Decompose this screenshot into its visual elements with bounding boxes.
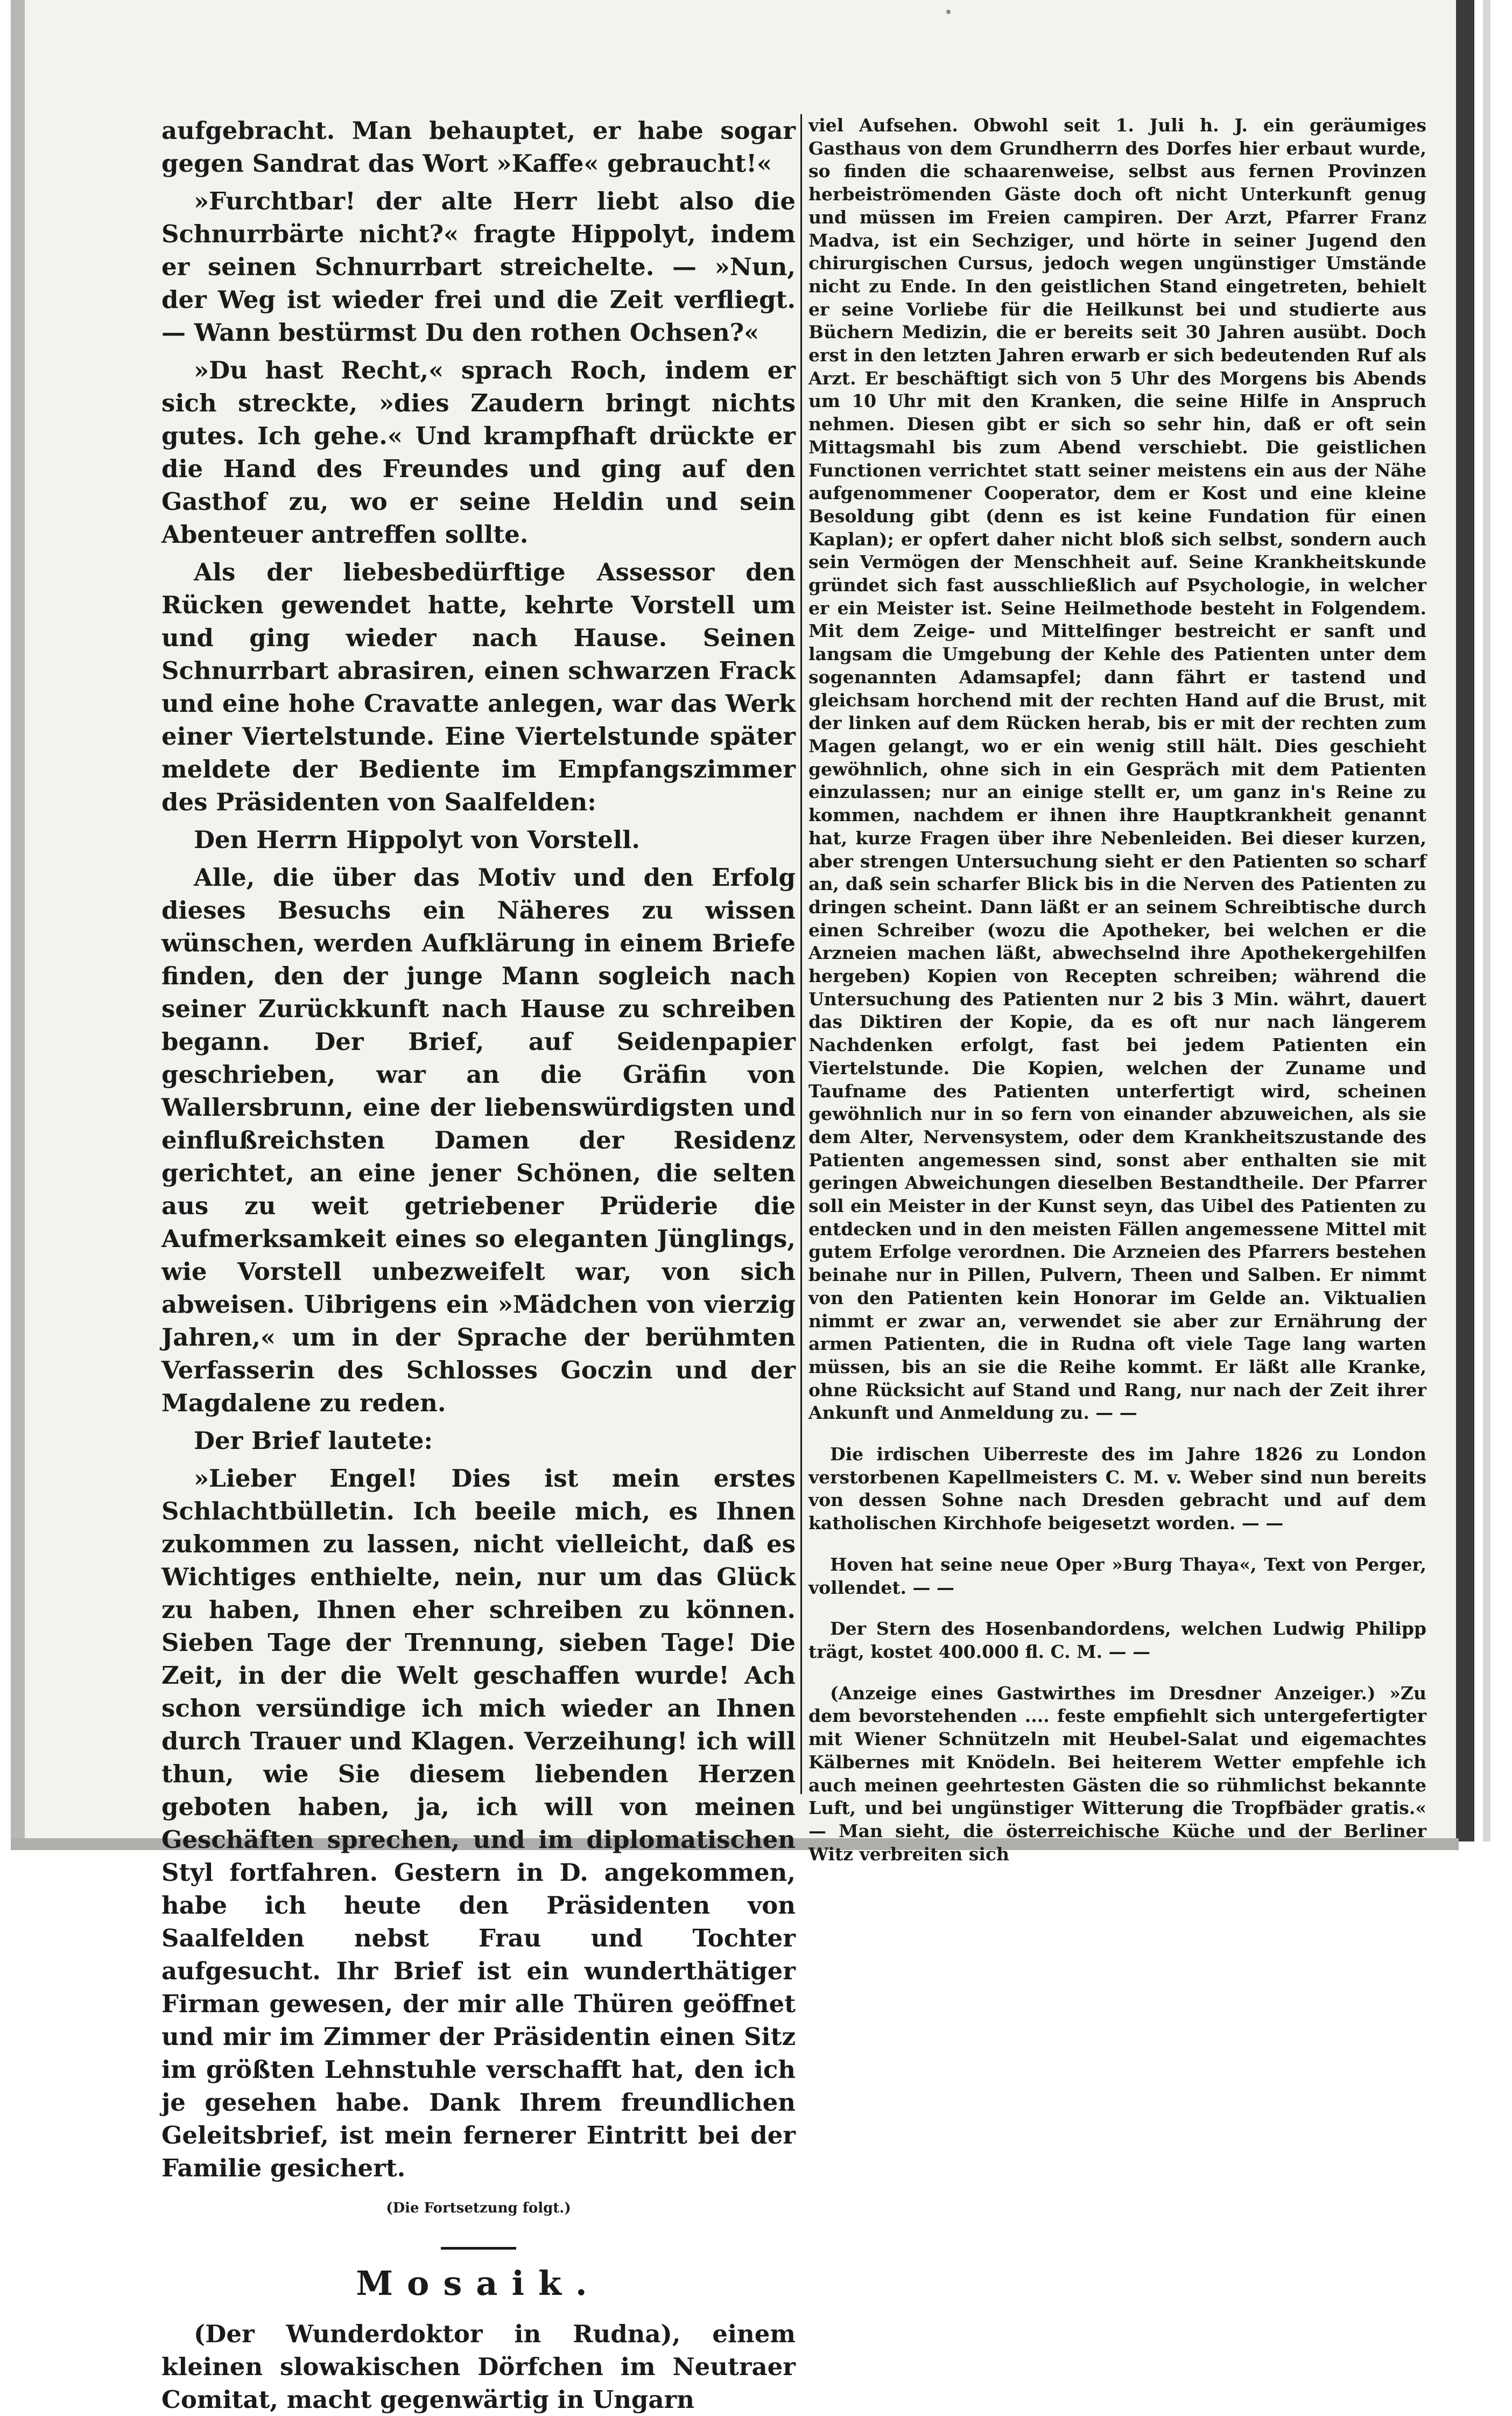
ink-speck [946,10,951,14]
paragraph: Alle, die über das Motiv und den Erfolg dieses Besuchs ein Näheres zu wissen wünschen, werden Aufklärung in einem Briefe finden, den der junge Mann sogleich nach seiner Zurückkunft nach Hause zu schreiben begann. Der Brief, auf Seidenpapier geschrieben, war an die Gräfin von Wallersbrunn, eine der liebenswürdigsten und einflußreichsten Damen der Residenz gerichtet, an eine jener Schönen, die selten aus zu weit getriebener Prüderie die Aufmerksamkeit eines so eleganten Jünglings, wie Vorstell unbezweifelt war, von sich abweisen. Uibrigens ein »Mädchen von vierzig Jahren,« um in der Sprache der berühmten Verfasserin des Schlosses Goczin und der Magdalene zu reden. [161,863,796,1417]
page-edge-left [11,0,25,1841]
paragraph: (Der Wunderdoktor in Rudna), einem kleinen slowakischen Dörfchen im Neutraer Comitat, macht gegenwärtig in Ungarn [161,2320,796,2414]
paragraph: (Anzeige eines Gastwirthes im Dresdner Anzeiger.) »Zu dem bevorstehenden .... feste empfiehlt sich untergefertigter mit Wiener Schnützeln mit Heubel-Salat und eigemachtes Kälbernes mit Knödeln. Bei heiterem Wetter empfehle ich auch meinen geehrtesten Gästen die so rühmlichst bekannte Luft, und bei ungünstiger Witterung die Tropfbäder gratis.« — Man sieht, die österreichische Küche und der Berliner Witz verbreiten sich [808,1682,1426,1865]
section-title: Mosaik. [356,2264,601,2303]
column-divider [800,114,802,1794]
page-edge-right [1483,0,1490,1841]
right-column [808,114,1426,1866]
continuation-note: (Die Fortsetzung folgt.) [386,2200,571,2216]
paragraph: Der Brief lautete: [194,1426,433,1455]
paragraph: Hoven hat seine neue Oper »Burg Thaya«, Text von Perger, vollendet. — — [808,1553,1426,1598]
paragraph: Der Stern des Hosenbandordens, welchen Ludwig Philipp trägt, kostet 400.000 fl. C. M. — — [808,1618,1426,1662]
paragraph: viel Aufsehen. Obwohl seit 1. Juli h. J. ein geräumiges Gasthaus von dem Grundherrn des Dorfes hier erbaut wurde, so finden die schaarenweise, selbst aus fernen Provinzen herbeiströmenden Gäste doch oft nicht Unterkunft genug und müssen im Freien campiren. Der Arzt, Pfarrer Franz Madva, ist ein Sechziger, und hörte in seiner Jugend den chirurgischen Cursus, jedoch wegen ungünstiger Umstände nicht zu Ende. In den geistlichen Stand eingetreten, behielt er seine Vorliebe für die Heilkunst bei und studierte aus Büchern Medizin, die er bereits seit 30 Jahren ausübt. Doch erst in den letzten Jahren erwarb er sich bedeutenden Ruf als Arzt. Er beschäftigt sich von 5 Uhr des Morgens bis Abends um 10 Uhr mit den Kranken, die seine Hilfe in Anspruch nehmen. Diesen gibt er sich so sehr hin, daß er oft sein Mittagsmahl bis zum Abend verschiebt. Die geistlichen Functionen verrichtet statt seiner meistens ein aus der Nähe aufgenommener Cooperator, dem er Kost und eine kleine Besoldung gibt (denn es ist keine Fundation für einen Kaplan); er opfert daher nicht bloß sich selbst, sondern auch sein Vermögen der Menschheit auf. Seine Krankheitskunde gründet sich fast ausschließlich auf Psychologie, in welcher er ein Meister ist. Seine Heilmethode besteht in Folgendem. Mit dem Zeige- und Mittelfinger bestreicht er sanft und langsam die Umgebung der Kehle des Patienten unter dem sogenannten Adamsapfel; dann fährt er tastend und gleichsam horchend mit der rechten Hand auf die Brust, mit der linken auf dem Rücken herab, bis er mit der rechten zum Magen gelangt, wo er ein wenig still hält. Dies geschieht gewöhnlich, ohne sich in ein Gespräch mit dem Patienten einzulassen; nur an einige stellt er, um ganz in's Reine zu kommen, nachdem er ihnen ihre Hauptkrankheit genannt hat, kurze Fragen über ihre Nebenleiden. Bei dieser kurzen, aber strengen Untersuchung sieht er den Patienten so scharf an, daß sein scharfer Blick bis in die Nerven des Patienten zu dringen scheint. Dann läßt er an seinem Schreibtische durch einen Schreiber (wozu die Apotheker, bei welchen er die Arzneien machen läßt, abwechselnd ihre Apothekergehilfen hergeben) Kopien von Recepten schreiben; während die Untersuchung des Patienten nur 2 bis 3 Min. währt, dauert das Diktiren der Kopie, da es oft nur nach längerem Nachdenken erfolgt, fast bei jedem Patienten ein Viertelstunde. Die Kopien, welchen der Zuname und Taufname des Patienten unterfertigt wird, scheinen gewöhnlich nur in so fern von einander abzuweichen, als sie dem Alter, Nervensystem, oder dem Krankheitszustande des Patienten angemessen sind, sonst aber enthalten sie mit geringen Abweichungen dieselben Bestandtheile. Der Pfarrer soll ein Meister in der Kunst seyn, das Uibel des Patienten zu entdecken und in den meisten Fällen angemessene Mittel mit gutem Erfolge verordnen. Die Arzneien des Pfarrers bestehen beinahe nur in Pillen, Pulvern, Theen und Salben. Er nimmt von den Patienten kein Honorar im Gelde an. Viktualien nimmt er zwar an, verwendet sie aber zur Ernährung der armen Patienten, die in Rudna oft viele Tage lang warten müssen, bis an sie die Reihe kommt. Er läßt alle Kranke, ohne Rücksicht auf Stand und Rang, nur nach der Zeit ihrer Ankunft und Anmeldung zu. — — [808,115,1426,1424]
book-spine-shadow [1456,0,1474,1841]
paragraph: aufgebracht. Man behauptet, er habe sogar gegen Sandrat das Wort »Kaffe« gebraucht!« [161,116,796,178]
section-rule [441,2247,516,2250]
paragraph: »Furchtbar! der alte Herr liebt also die Schnurrbärte nicht?« fragte Hippolyt, indem er seinen Schnurrbart streichelte. — »Nun, der Weg ist wieder frei und die Zeit verfliegt. — Wann bestürmst Du den rothen Ochsen?« [161,187,796,347]
paragraph: »Du hast Recht,« sprach Roch, indem er sich streckte, »dies Zaudern bringt nichts gutes. Ich gehe.« Und krampfhaft drückte er die Hand des Freundes und ging auf den Gasthof zu, wo er seine Heldin und sein Abenteuer antreffen sollte. [161,356,796,549]
paragraph: Den Herrn Hippolyt von Vorstell. [194,825,640,854]
paragraph: Als der liebesbedürftige Assessor den Rücken gewendet hatte, kehrte Vorstell um und ging wieder nach Hause. Seinen Schnurrbart abrasiren, einen schwarzen Frack und eine hohe Cravatte anlegen, war das Werk einer Viertelstunde. Eine Viertelstunde später meldete der Bediente im Empfangszimmer des Präsidenten von Saalfelden: [161,558,796,816]
left-column [161,114,796,2416]
paragraph: »Lieber Engel! Dies ist mein erstes Schlachtbülletin. Ich beeile mich, es Ihnen zukommen zu lassen, nicht vielleicht, daß es Wichtiges enthielte, nein, nur um das Glück zu haben, Ihnen eher schreiben zu können. Sieben Tage der Trennung, sieben Tage! Die Zeit, in der die Welt geschaffen wurde! Ach schon versündige ich mich wieder an Ihnen durch Trauer und Klagen. Verzeihung! ich will thun, wie Sie diesem liebenden Herzen geboten haben, ja, ich will von meinen Geschäften sprechen, und im diplomatischen Styl fortfahren. Gestern in D. angekommen, habe ich heute den Präsidenten von Saalfelden nebst Frau und Tochter aufgesucht. Ihr Brief ist ein wunderthätiger Firman gewesen, der mir alle Thüren geöffnet und mir im Zimmer der Präsidentin einen Sitz im größten Lehnstuhle verschafft hat, den ich je gesehen habe. Dank Ihrem freundlichen Geleitsbrief, ist mein fernerer Eintritt bei der Familie gesichert. [161,1464,796,2182]
paragraph: Die irdischen Uiberreste des im Jahre 1826 zu London verstorbenen Kapellmeisters C. M. v. Weber sind nun bereits von dessen Sohne nach Dresden gebracht und auf dem katholischen Kirchhofe beigesetzt worden. — — [808,1444,1426,1534]
